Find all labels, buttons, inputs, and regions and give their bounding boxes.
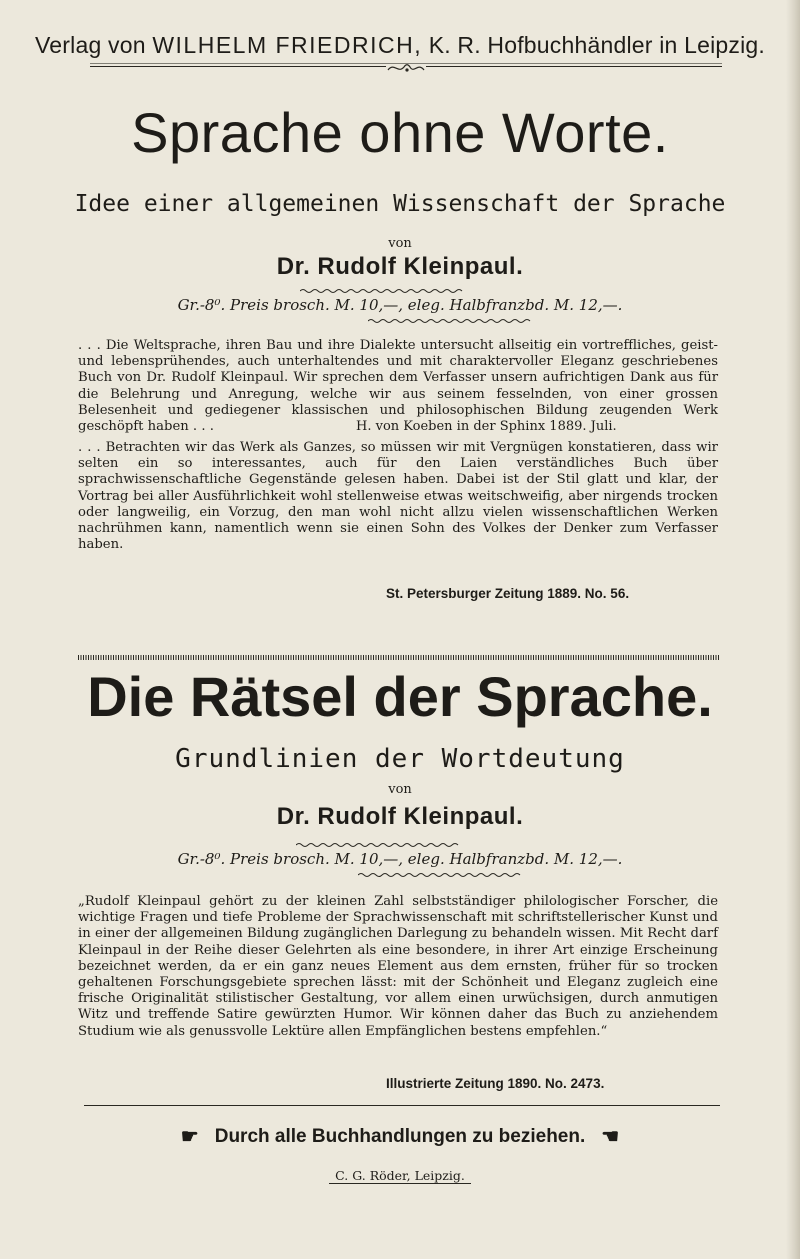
book1-price: Gr.-8⁰. Preis brosch. M. 10,—, eleg. Halbfranzbd. M. 12,—. <box>177 296 623 314</box>
header-rule <box>426 66 722 67</box>
book2-title: Die Rätsel der Sprache. <box>87 665 713 728</box>
book1-review1-source: H. von Koeben in der Sphinx 1889. Juli. <box>356 419 617 434</box>
wavy-rule <box>368 318 532 324</box>
footer-text: Durch alle Buchhandlungen zu beziehen. <box>214 1126 586 1147</box>
book1-review2-source: St. Petersburger Zeitung 1889. No. 56. <box>386 586 630 601</box>
publisher-suffix: K. R. Hofbuchhändler in Leipzig. <box>428 32 765 58</box>
page-edge <box>786 0 800 1259</box>
book2-author: Dr. Rudolf Kleinpaul. <box>276 803 524 830</box>
book2-review-source: Illustrierte Zeitung 1890. No. 2473. <box>386 1076 605 1091</box>
book2-von: von <box>388 782 412 797</box>
header-rule <box>90 66 386 67</box>
book2-price: Gr.-8⁰. Preis brosch. M. 10,—, eleg. Halbfranzbd. M. 12,—. <box>177 850 623 868</box>
book1-author: Dr. Rudolf Kleinpaul. <box>276 253 524 280</box>
book1-review2-text: . . . Betrachten wir das Werk als Ganzes, so müssen wir mit Vergnügen konstatieren, dass wir selten ein so interessantes, auch für den Laien verständliches Buch über sprachwissenschaftliche Gegenstände gelesen haben. Dabei ist der Stil glatt und klar, der Vortrag bei aller Ausführlichkeit wohl stellenweise etwas weitschweifig, aber nirgends trocken oder langweilig, ein Vorzug, den man wohl nicht allzu vielen wissenschaftlichen Werken nachrühmen kann, namentlich wenn sie einen Sohn des Volkes der Denker zum Verfasser haben. <box>78 440 718 553</box>
book2-review-text: „Rudolf Kleinpaul gehört zu der kleinen Zahl selbstständiger philologischer Forscher, die wichtige Fragen und tiefe Probleme der Sprachwissenschaft mit schriftstellerischer Kunst und in einer der allgemeinen Bildung zugänglichen Darlegung zu behandeln wissen. Mit Recht darf Kleinpaul in der Reihe dieser Gelehrten als eine besondere, in ihrer Art einzige Erscheinung bezeichnet werden, da er ein ganz neues Element aus dem ernsten, früher für so trocken gehaltenen Forschungsgebiete sprechen lässt: mit der Schönheit und Eleganz zugleich eine frische Originalität stilistischer Gestaltung, vor allem einen urwüchsigen, durch anmutigen Witz und treffende Satire gewürzten Humor. Wir können daher das Buch zu anziehendem Studium wie als genussvolle Lektüre allen Empfänglichen bestens empfehlen.“ <box>78 894 718 1039</box>
printer-text: C. G. Röder, Leipzig. <box>329 1168 471 1184</box>
book1-von: von <box>388 236 412 251</box>
publisher-line <box>0 32 800 59</box>
wavy-rule <box>300 288 464 294</box>
pointing-hand-left-icon: ☚ <box>601 1126 620 1148</box>
book2-subtitle: Grundlinien der Wortdeutung <box>175 744 625 774</box>
wavy-rule <box>296 842 460 848</box>
publisher-prefix: Verlag von <box>35 32 146 58</box>
printer-imprint <box>0 1168 800 1183</box>
wavy-rule <box>358 872 522 878</box>
book1-subtitle: Idee einer allgemeinen Wissenschaft der Sprache <box>74 191 726 217</box>
book1-title: Sprache ohne Worte. <box>131 101 669 164</box>
section-divider <box>78 655 720 660</box>
book1-review1-text: . . . Die Weltsprache, ihren Bau und ihre Dialekte untersucht allseitig ein vortreffliches, geist- und lebensprühendes, auch unterhaltendes und mit charaktervoller Eleganz geschriebenes Buch von Dr. Rudolf Kleinpaul. Wir sprechen dem Verfasser unsern aufrichtigen Dank aus für die Belehrung und Anregung, welche wir aus seinem fesselnden, von einer grossen Belesenheit und gediegener klassischen und philosophischen Bildung zeugenden Werk geschöpft haben . . . <box>78 338 718 435</box>
pointing-hand-right-icon: ☛ <box>180 1126 199 1148</box>
footer-rule <box>84 1105 720 1106</box>
ornament-icon <box>386 62 426 74</box>
publisher-name: WILHELM FRIEDRICH, <box>152 32 423 58</box>
footer-line <box>0 1124 800 1149</box>
